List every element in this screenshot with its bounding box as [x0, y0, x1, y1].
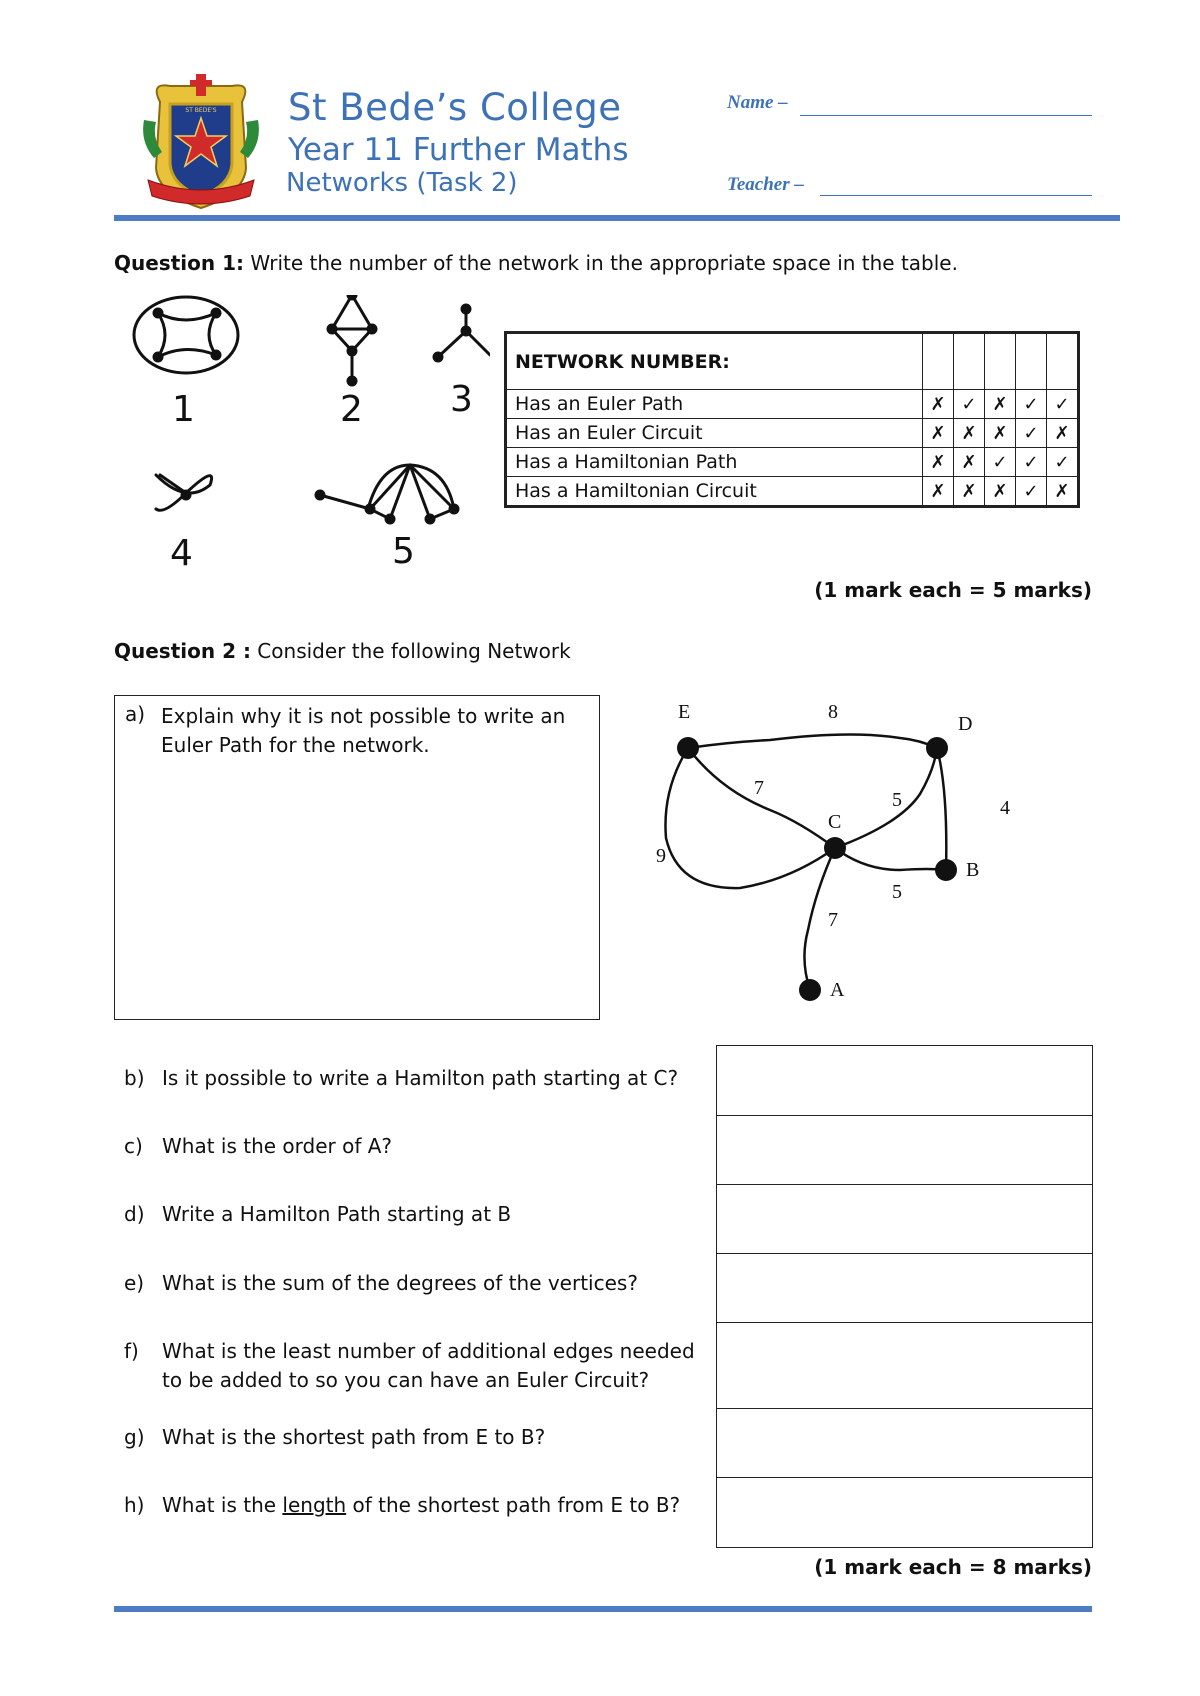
answer-box-f[interactable] [716, 1322, 1093, 1409]
question-1-label: Question 1: [114, 251, 244, 275]
mark-cell: ✗ [923, 390, 954, 419]
mark-cell: ✓ [1047, 390, 1079, 419]
mark-cell: ✗ [1047, 477, 1079, 507]
name-label: Name – [727, 92, 788, 113]
row-label: Has an Euler Circuit [506, 419, 923, 448]
question-2-heading [114, 639, 571, 663]
weight-CA: 7 [828, 909, 838, 931]
task-title: Networks (Task 2) [286, 168, 518, 198]
weight-EC: 7 [754, 777, 764, 799]
part-e [124, 1269, 702, 1298]
part-a-answer-box[interactable] [114, 695, 600, 1020]
weight-CD: 5 [892, 789, 902, 811]
edge-DB [937, 748, 946, 870]
row-label: Has a Hamiltonian Path [506, 448, 923, 477]
question-2-label: Question 2 : [114, 639, 251, 663]
question-1-marks: (1 mark each = 5 marks) [814, 578, 1092, 602]
vertex-D [926, 737, 948, 759]
vertex-A [799, 979, 821, 1001]
mark-cell: ✗ [954, 448, 985, 477]
mark-cell: ✗ [985, 419, 1016, 448]
network-3 [434, 305, 490, 361]
mark-cell: ✗ [923, 419, 954, 448]
vertex-label-C: C [828, 811, 842, 833]
part-g-label: g) [124, 1425, 145, 1449]
weight-EC-outer: 9 [656, 845, 666, 867]
table-header-label: NETWORK NUMBER: [506, 333, 923, 390]
question-2-text: Consider the following Network [250, 639, 571, 663]
header-rule [114, 215, 1120, 221]
mark-cell: ✓ [1016, 390, 1047, 419]
part-b-label: b) [124, 1066, 145, 1090]
network-number-cell[interactable] [1047, 333, 1079, 390]
question-2-marks: (1 mark each = 8 marks) [814, 1555, 1092, 1579]
edge-CB [835, 848, 946, 870]
part-a-label: a) [125, 702, 146, 726]
course-title: Year 11 Further Maths [288, 132, 629, 168]
mark-cell: ✓ [1016, 419, 1047, 448]
network-4-number: 4 [170, 533, 193, 574]
vertex-label-D: D [958, 713, 973, 735]
weight-ED: 8 [828, 701, 838, 723]
edge-ED [688, 734, 937, 748]
part-g-question: What is the shortest path from E to B? [162, 1425, 546, 1449]
network-5 [316, 465, 458, 523]
network-drawings [120, 295, 490, 585]
mark-cell: ✗ [954, 477, 985, 507]
table-row [506, 448, 1079, 477]
row-label: Has an Euler Path [506, 390, 923, 419]
answer-box-e[interactable] [716, 1253, 1093, 1323]
mark-cell: ✓ [954, 390, 985, 419]
college-crest-logo [140, 72, 262, 212]
weight-DB: 4 [1000, 797, 1010, 819]
vertex-label-A: A [830, 979, 845, 1001]
network-number-cell[interactable] [923, 333, 954, 390]
network-2-number: 2 [340, 389, 363, 430]
answer-box-h[interactable] [716, 1477, 1093, 1548]
part-d-question: Write a Hamilton Path starting at B [162, 1202, 512, 1226]
network-2 [328, 295, 376, 385]
mark-cell: ✗ [985, 477, 1016, 507]
part-c-question: What is the order of A? [162, 1134, 393, 1158]
part-f [124, 1337, 702, 1395]
footer-rule [114, 1606, 1092, 1612]
mark-cell: ✗ [1047, 419, 1079, 448]
part-e-question: What is the sum of the degrees of the vertices? [162, 1271, 638, 1295]
vertex-C [824, 837, 846, 859]
network-number-cell[interactable] [1016, 333, 1047, 390]
question-1-text: Write the number of the network in the appropriate space in the table. [243, 251, 958, 275]
part-f-question: What is the least number of additional edges needed to be added to so you can have an Euler Circuit? [162, 1339, 695, 1392]
part-h-underlined-word: length [282, 1493, 347, 1517]
network-properties-table [504, 331, 1080, 508]
part-b [124, 1064, 702, 1093]
network-1-number: 1 [172, 389, 195, 430]
svg-text:ST BEDE'S: ST BEDE'S [185, 107, 217, 114]
network-3-number: 3 [450, 379, 473, 420]
answer-box-d[interactable] [716, 1184, 1093, 1254]
vertex-B [935, 859, 957, 881]
part-h-text-start: What is the [162, 1493, 283, 1517]
teacher-field[interactable] [820, 195, 1092, 196]
network-number-cell[interactable] [954, 333, 985, 390]
part-a-question: Explain why it is not possible to write an Euler Path for the network. [161, 704, 566, 757]
part-e-label: e) [124, 1271, 145, 1295]
mark-cell: ✓ [985, 448, 1016, 477]
network-4 [156, 475, 212, 510]
answer-box-b[interactable] [716, 1045, 1093, 1116]
part-h-question [162, 1491, 702, 1520]
teacher-label: Teacher – [727, 174, 804, 195]
answer-box-g[interactable] [716, 1408, 1093, 1478]
edge-EC-outer [665, 748, 835, 888]
weighted-network-graph [650, 690, 1050, 1020]
question-1-heading [114, 251, 958, 275]
school-title: St Bede’s College [288, 86, 622, 129]
network-1 [134, 297, 238, 373]
mark-cell: ✗ [985, 390, 1016, 419]
table-header-row [506, 333, 1079, 390]
part-h-text-end: of the shortest path from E to B? [346, 1493, 681, 1517]
part-b-question: Is it possible to write a Hamilton path starting at C? [162, 1066, 679, 1090]
part-d [124, 1200, 702, 1229]
part-h-label: h) [124, 1493, 145, 1517]
part-g [124, 1423, 702, 1452]
row-label: Has a Hamiltonian Circuit [506, 477, 923, 507]
mark-cell: ✓ [1016, 477, 1047, 507]
part-d-label: d) [124, 1202, 145, 1226]
mark-cell: ✗ [923, 477, 954, 507]
network-5-number: 5 [392, 531, 415, 572]
table-row [506, 390, 1079, 419]
part-f-label: f) [124, 1339, 139, 1363]
vertex-label-B: B [966, 859, 980, 881]
answer-box-c[interactable] [716, 1115, 1093, 1185]
network-number-cell[interactable] [985, 333, 1016, 390]
weight-CB: 5 [892, 881, 902, 903]
mark-cell: ✓ [1016, 448, 1047, 477]
edge-CD [835, 748, 937, 848]
part-c [124, 1132, 702, 1161]
table-row [506, 419, 1079, 448]
vertex-E [677, 737, 699, 759]
graph-edges [665, 734, 946, 990]
part-h [124, 1491, 702, 1520]
part-c-label: c) [124, 1134, 143, 1158]
mark-cell: ✓ [1047, 448, 1079, 477]
mark-cell: ✗ [923, 448, 954, 477]
vertex-label-E: E [678, 701, 691, 723]
name-field[interactable] [800, 115, 1092, 116]
table-row [506, 477, 1079, 507]
mark-cell: ✗ [954, 419, 985, 448]
